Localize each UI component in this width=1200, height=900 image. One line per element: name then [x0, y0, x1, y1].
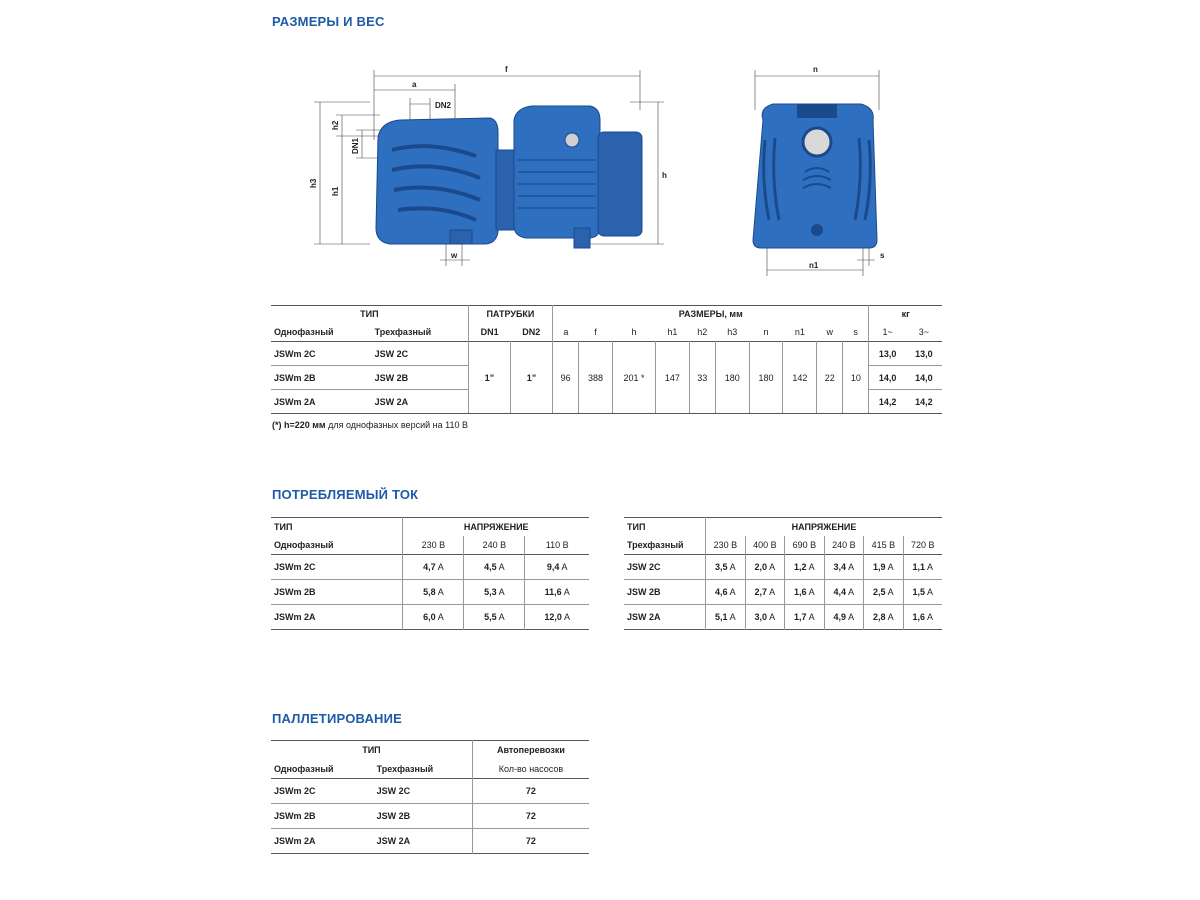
- dim-label-h3: h3: [309, 178, 318, 188]
- current-value: 4,7: [423, 562, 436, 572]
- unit: A: [561, 562, 568, 572]
- model: JSW 2A: [627, 612, 661, 622]
- table-row: [271, 342, 942, 366]
- model-single: JSWm 2C: [271, 779, 374, 804]
- col-w: w: [826, 326, 834, 337]
- pump-side-view-drawing: [300, 60, 680, 270]
- h-three: Трехфазный: [627, 539, 684, 550]
- voltage-col: 690 В: [785, 536, 825, 555]
- dimensions-table: [271, 305, 942, 414]
- val-n: 180: [749, 342, 783, 414]
- voltage-col: 230 В: [706, 536, 746, 555]
- current-value: 1,7: [794, 612, 807, 622]
- val-h1: 147: [655, 342, 689, 414]
- val-a: 96: [553, 342, 579, 414]
- val-h: 201 *: [612, 342, 655, 414]
- dimensions-title: РАЗМЕРЫ И ВЕС: [272, 14, 385, 29]
- h-type: ТИП: [627, 521, 646, 532]
- model-single: JSWm 2B: [271, 804, 374, 829]
- h-qty: Кол-во насосов: [472, 760, 589, 779]
- h-sizes: РАЗМЕРЫ, мм: [553, 306, 869, 323]
- h-type: ТИП: [274, 521, 293, 532]
- unit: A: [769, 612, 776, 622]
- h-voltage: НАПРЯЖЕНИЕ: [403, 518, 589, 536]
- voltage-col: 415 В: [864, 536, 904, 555]
- current-value: 5,3: [484, 587, 497, 597]
- col-f: f: [594, 326, 597, 337]
- voltage-col: 240 В: [464, 536, 525, 555]
- current-value: 11,6: [544, 587, 562, 597]
- unit: A: [887, 587, 894, 597]
- model-three: JSW 2A: [374, 396, 409, 407]
- current-value: 4,4: [833, 587, 847, 597]
- unit: A: [498, 562, 505, 572]
- unit: A: [848, 587, 855, 597]
- kg3-value: 13,0: [906, 342, 942, 366]
- current-value: 4,9: [833, 612, 847, 622]
- kg3-value: 14,0: [906, 366, 942, 390]
- h-single: Однофазный: [274, 763, 334, 774]
- current-value: 4,6: [715, 587, 728, 597]
- voltage-col: 240 В: [824, 536, 864, 555]
- kg1-value: 14,0: [869, 366, 906, 390]
- table-row: [271, 555, 589, 580]
- h-transport: Автоперевозки: [472, 741, 589, 760]
- pump-front-view-drawing: [745, 60, 905, 280]
- current-value: 3,4: [833, 562, 847, 572]
- dim-label-a: a: [412, 80, 417, 89]
- unit: A: [769, 562, 776, 572]
- unit: A: [808, 612, 815, 622]
- model-three: JSW 2B: [374, 804, 473, 829]
- footnote-text: для однофазных версий на 110 В: [325, 420, 468, 430]
- qty-value: 72: [472, 804, 589, 829]
- val-s: 10: [843, 342, 869, 414]
- dim-label-dn2: DN2: [435, 101, 452, 110]
- val-h3: 180: [715, 342, 749, 414]
- dim-label-h1: h1: [331, 186, 340, 196]
- pallet-title: ПАЛЛЕТИРОВАНИЕ: [272, 711, 403, 726]
- current-value: 1,9: [873, 562, 886, 572]
- unit: A: [848, 612, 855, 622]
- current-value: 4,5: [484, 562, 497, 572]
- dn2-value: 1”: [510, 342, 552, 414]
- current-three-table: [624, 517, 942, 630]
- dim-label-h2: h2: [331, 120, 340, 130]
- unit: A: [729, 562, 736, 572]
- current-value: 2,8: [873, 612, 886, 622]
- unit: A: [808, 587, 815, 597]
- h-ports: ПАТРУБКИ: [468, 306, 552, 323]
- dim-label-w: w: [451, 251, 458, 260]
- unit: A: [769, 587, 776, 597]
- model-single: JSWm 2C: [271, 342, 372, 366]
- col-n: n: [763, 326, 769, 337]
- table-row: [271, 829, 589, 854]
- h-dn2: DN2: [522, 326, 541, 337]
- model-single: JSWm 2A: [274, 396, 316, 407]
- current-value: 5,1: [715, 612, 728, 622]
- current-value: 1,1: [912, 562, 926, 572]
- h-three: Трехфазный: [376, 763, 434, 774]
- col-h2: h2: [697, 326, 708, 337]
- col-h3: h3: [727, 326, 738, 337]
- model-single: JSWm 2B: [271, 366, 372, 390]
- unit: A: [927, 587, 934, 597]
- val-f: 388: [579, 342, 613, 414]
- unit: A: [927, 562, 934, 572]
- h-single: Однофазный: [274, 539, 334, 550]
- col-n1: n1: [794, 326, 805, 337]
- dim-label-n: n: [813, 65, 818, 74]
- qty-value: 72: [472, 779, 589, 804]
- voltage-col: 230 В: [403, 536, 464, 555]
- voltage-col: 400 В: [745, 536, 785, 555]
- table-row: [624, 555, 942, 580]
- current-value: 1,6: [912, 612, 926, 622]
- unit: A: [437, 587, 444, 597]
- val-n1: 142: [783, 342, 817, 414]
- kg1-value: 13,0: [869, 342, 906, 366]
- current-value: 9,4: [546, 562, 560, 572]
- col-a: a: [553, 323, 579, 342]
- unit: A: [563, 612, 570, 622]
- table-row: [624, 605, 942, 630]
- current-value: 1,6: [794, 587, 807, 597]
- h-voltage: НАПРЯЖЕНИЕ: [706, 518, 942, 536]
- current-value: 6,0: [423, 612, 436, 622]
- current-value: 3,0: [754, 612, 768, 622]
- unit: A: [808, 562, 815, 572]
- h-type: ТИП: [362, 745, 381, 756]
- h-kg: кг: [869, 306, 942, 323]
- unit: A: [498, 612, 505, 622]
- dim-label-h: h: [662, 171, 667, 180]
- unit: A: [437, 612, 444, 622]
- table-row: [271, 804, 589, 829]
- voltage-col: 720 В: [903, 536, 942, 555]
- model: JSW 2C: [624, 555, 706, 580]
- unit: A: [498, 587, 505, 597]
- model-three: JSW 2B: [372, 366, 469, 390]
- col-s: s: [853, 326, 858, 337]
- current-single-table: [271, 517, 589, 630]
- current-value: 2,5: [873, 587, 886, 597]
- model: JSWm 2C: [271, 555, 403, 580]
- table-row: [271, 605, 589, 630]
- current-value: 1,2: [794, 562, 807, 572]
- h-dn1: DN1: [468, 323, 510, 342]
- unit: A: [887, 612, 894, 622]
- table-row: [624, 580, 942, 605]
- qty-value: 72: [472, 829, 589, 854]
- dn1-value: 1”: [468, 342, 510, 414]
- unit: A: [848, 562, 855, 572]
- model: JSW 2B: [624, 580, 706, 605]
- current-value: 5,8: [423, 587, 436, 597]
- footnote-prefix: (*) h=220 мм: [272, 420, 326, 430]
- unit: A: [927, 612, 934, 622]
- col-kg3: 3~: [918, 326, 930, 337]
- dim-label-n1: n1: [809, 261, 819, 270]
- current-title: ПОТРЕБЛЯЕМЫЙ ТОК: [272, 487, 419, 502]
- model: JSWm 2A: [274, 612, 316, 622]
- pallet-table: [271, 740, 589, 854]
- dim-label-s: s: [880, 251, 885, 260]
- voltage-col: 110 В: [525, 536, 589, 555]
- table-row: [271, 580, 589, 605]
- unit: A: [437, 562, 444, 572]
- dim-label-f: f: [505, 65, 508, 74]
- current-value: 2,0: [754, 562, 768, 572]
- kg3-value: 14,2: [915, 396, 933, 407]
- current-value: 1,5: [912, 587, 926, 597]
- current-value: 2,7: [754, 587, 768, 597]
- footnote: [272, 420, 468, 430]
- val-h2: 33: [689, 342, 715, 414]
- col-h: h: [631, 326, 637, 337]
- unit: A: [887, 562, 894, 572]
- current-value: 5,5: [484, 612, 497, 622]
- current-value: 3,5: [715, 562, 728, 572]
- model-three: JSW 2C: [372, 342, 469, 366]
- col-kg1: 1~: [869, 323, 906, 342]
- model-three: JSW 2A: [376, 836, 411, 846]
- h-type: ТИП: [360, 309, 379, 320]
- val-w: 22: [817, 342, 843, 414]
- table-row: [271, 779, 589, 804]
- unit: A: [729, 587, 736, 597]
- unit: A: [563, 587, 570, 597]
- model-three: JSW 2C: [374, 779, 473, 804]
- model: JSWm 2B: [271, 580, 403, 605]
- col-h1: h1: [667, 326, 678, 337]
- unit: A: [729, 612, 736, 622]
- kg1-value: 14,2: [869, 390, 906, 414]
- h-three: Трехфазный: [374, 326, 432, 337]
- h-single: Однофазный: [274, 326, 334, 337]
- dim-label-dn1: DN1: [351, 137, 360, 154]
- current-value: 12,0: [544, 612, 562, 622]
- model-single: JSWm 2A: [274, 836, 316, 846]
